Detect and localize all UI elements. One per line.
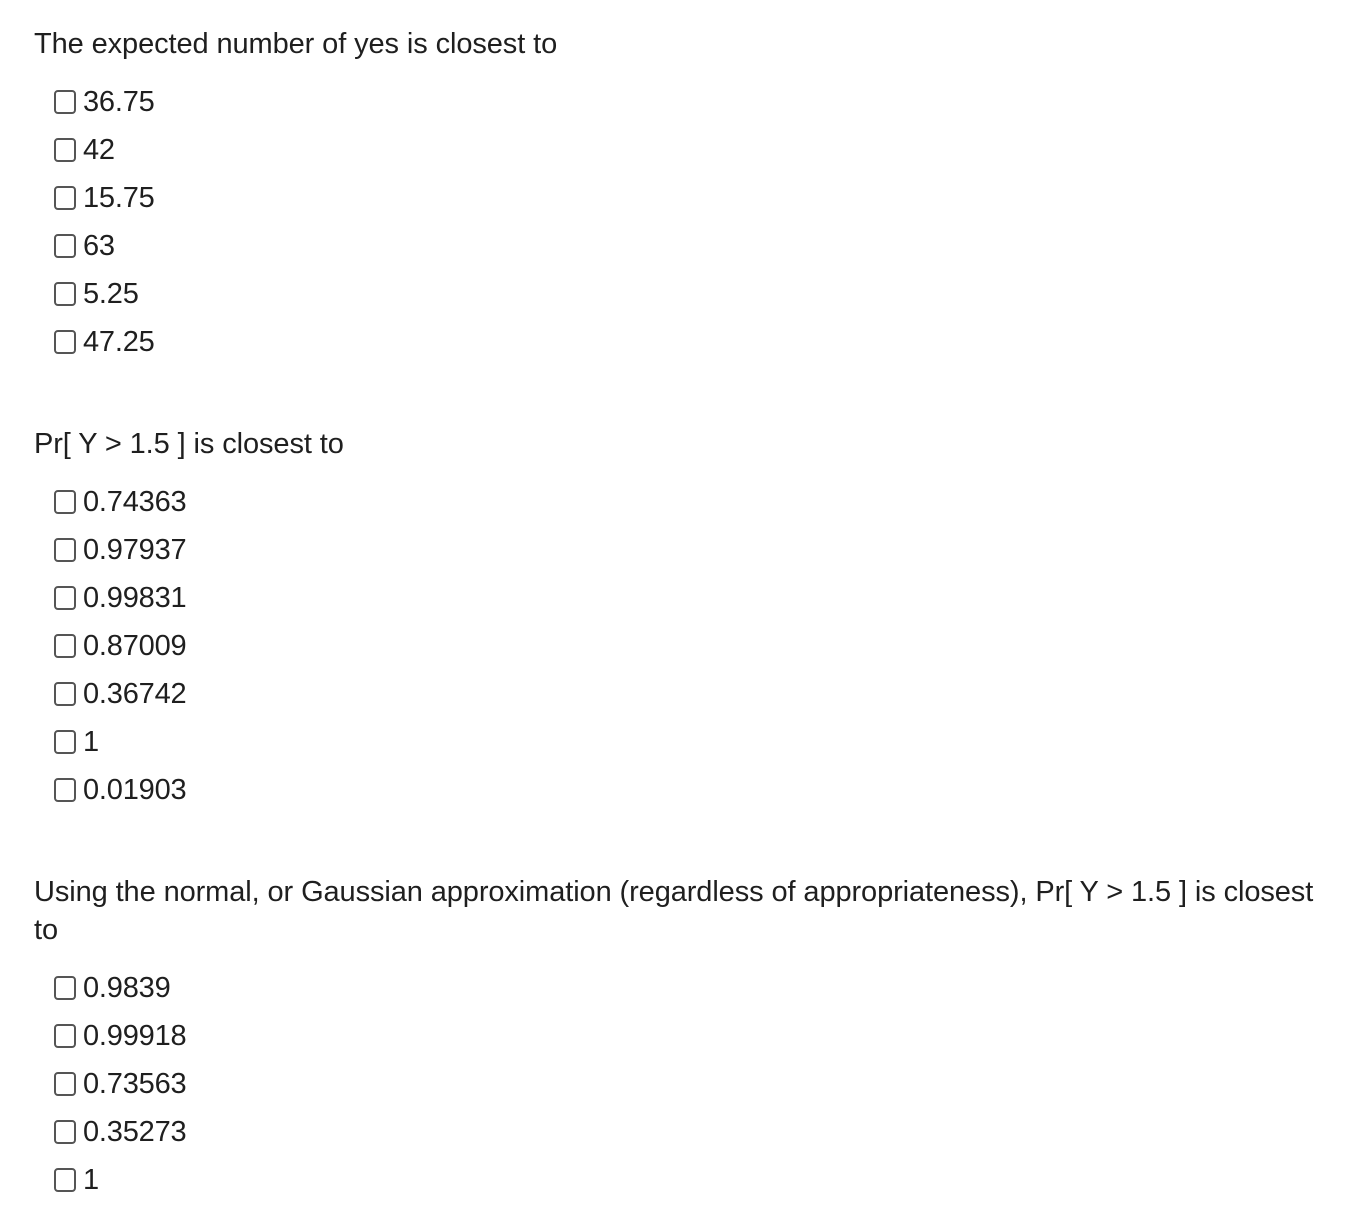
answer-options	[34, 478, 1324, 814]
answer-option-label: 0.35273	[83, 1116, 187, 1148]
answer-option-label: 0.9839	[83, 972, 171, 1004]
answer-option[interactable]	[34, 78, 1324, 126]
question-text: Pr[ Y > 1.5 ] is closest to	[34, 428, 344, 460]
answer-option[interactable]	[34, 622, 1324, 670]
answer-option[interactable]	[34, 222, 1324, 270]
checkbox-icon[interactable]	[54, 730, 76, 754]
answer-options	[34, 964, 1324, 1204]
checkbox-icon[interactable]	[54, 586, 76, 610]
answer-option-label: 5.25	[83, 278, 139, 310]
question-expected-yes	[34, 25, 1324, 366]
answer-option-label: 47.25	[83, 326, 155, 358]
answer-option[interactable]	[34, 574, 1324, 622]
answer-option[interactable]	[34, 1060, 1324, 1108]
answer-option-label: 0.01903	[83, 774, 187, 806]
answer-option-label: 0.73563	[83, 1068, 187, 1100]
checkbox-icon[interactable]	[54, 330, 76, 354]
answer-option-label: 42	[83, 134, 115, 166]
answer-options	[34, 78, 1324, 366]
checkbox-icon[interactable]	[54, 682, 76, 706]
answer-option-label: 0.87009	[83, 630, 187, 662]
answer-option-label: 0.99918	[83, 1020, 187, 1052]
answer-option[interactable]	[34, 964, 1324, 1012]
answer-option-label: 0.74363	[83, 486, 187, 518]
checkbox-icon[interactable]	[54, 1168, 76, 1192]
answer-option-label: 1	[83, 1164, 99, 1196]
checkbox-icon[interactable]	[54, 538, 76, 562]
checkbox-icon[interactable]	[54, 1120, 76, 1144]
answer-option[interactable]	[34, 766, 1324, 814]
answer-option[interactable]	[34, 174, 1324, 222]
answer-option-label: 0.99831	[83, 582, 187, 614]
checkbox-icon[interactable]	[54, 90, 76, 114]
checkbox-icon[interactable]	[54, 1024, 76, 1048]
answer-option-label: 0.36742	[83, 678, 187, 710]
answer-option[interactable]	[34, 126, 1324, 174]
checkbox-icon[interactable]	[54, 490, 76, 514]
answer-option-label: 0.97937	[83, 534, 187, 566]
answer-option[interactable]	[34, 670, 1324, 718]
answer-option-label: 63	[83, 230, 115, 262]
checkbox-icon[interactable]	[54, 138, 76, 162]
answer-option-label: 1	[83, 726, 99, 758]
checkbox-icon[interactable]	[54, 778, 76, 802]
answer-option-label: 36.75	[83, 86, 155, 118]
checkbox-icon[interactable]	[54, 634, 76, 658]
answer-option[interactable]	[34, 478, 1324, 526]
question-text: Using the normal, or Gaussian approximation (regardless of appropriateness), Pr[ Y > 1.5 ] is closest to	[34, 876, 1314, 946]
checkbox-icon[interactable]	[54, 1072, 76, 1096]
answer-option[interactable]	[34, 1012, 1324, 1060]
answer-option[interactable]	[34, 270, 1324, 318]
question-probability	[34, 425, 1324, 814]
question-text: The expected number of yes is closest to	[34, 28, 558, 60]
question-normal-approximation	[34, 873, 1324, 1204]
answer-option[interactable]	[34, 1156, 1324, 1204]
answer-option[interactable]	[34, 718, 1324, 766]
checkbox-icon[interactable]	[54, 234, 76, 258]
answer-option-label: 15.75	[83, 182, 155, 214]
answer-option[interactable]	[34, 1108, 1324, 1156]
checkbox-icon[interactable]	[54, 976, 76, 1000]
answer-option[interactable]	[34, 526, 1324, 574]
answer-option[interactable]	[34, 318, 1324, 366]
checkbox-icon[interactable]	[54, 186, 76, 210]
checkbox-icon[interactable]	[54, 282, 76, 306]
